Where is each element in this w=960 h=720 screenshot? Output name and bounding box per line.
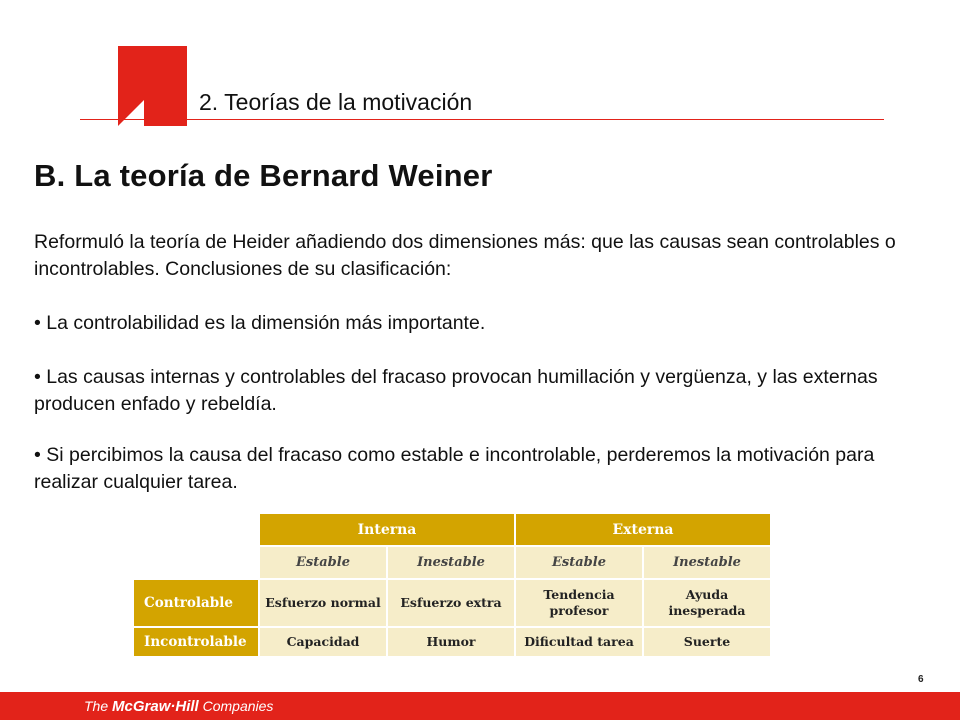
table-corner-lower	[133, 546, 259, 579]
section-title: 2. Teorías de la motivación	[199, 89, 473, 115]
publisher-logo	[84, 698, 273, 715]
table-cell: Humor	[387, 627, 515, 657]
group-header-externa: Externa	[515, 513, 771, 546]
logo-companies: Companies	[198, 698, 274, 714]
bullet-2: • Las causas internas y controlables del fracaso provocan humillación y vergüenza, y las externas producen enfado y rebeldía.	[34, 366, 878, 415]
table-cell: Esfuerzo normal	[259, 579, 387, 627]
bullet-3: • Si percibimos la causa del fracaso como estable e incontrolable, perderemos la motivación para realizar cualquier tarea.	[34, 444, 875, 493]
bullet-1: • La controlabilidad es la dimensión más importante.	[34, 312, 486, 334]
header-divider	[80, 119, 884, 120]
subheader-externa-inestable: Inestable	[643, 546, 771, 579]
table-cell: Tendencia profesor	[515, 579, 643, 627]
table-group-header-row	[133, 513, 771, 546]
attribution-table	[132, 512, 772, 658]
subheader-interna-estable: Estable	[259, 546, 387, 579]
table-cell: Dificultad tarea	[515, 627, 643, 657]
table-cell: Capacidad	[259, 627, 387, 657]
table-cell: Ayuda inesperada	[643, 579, 771, 627]
row-label-incontrolable: Incontrolable	[133, 627, 259, 657]
header-accent-notch	[118, 100, 144, 126]
row-label-controlable: Controlable	[133, 579, 259, 627]
table-row	[133, 627, 771, 657]
slide-heading: B. La teoría de Bernard Weiner	[34, 158, 493, 193]
group-header-interna: Interna	[259, 513, 515, 546]
subheader-externa-estable: Estable	[515, 546, 643, 579]
table-cell: Esfuerzo extra	[387, 579, 515, 627]
table-row	[133, 579, 771, 627]
subheader-interna-inestable: Inestable	[387, 546, 515, 579]
table-cell: Suerte	[643, 627, 771, 657]
table-corner	[133, 513, 259, 546]
intro-paragraph: Reformuló la teoría de Heider añadiendo dos dimensiones más: que las causas sean controlables o incontrolables. Conclusiones de su clasificación:	[34, 231, 896, 280]
table-subheader-row	[133, 546, 771, 579]
page-number: 6	[918, 674, 924, 685]
logo-the: The	[84, 698, 113, 714]
logo-brand: McGraw·Hill	[112, 698, 199, 715]
